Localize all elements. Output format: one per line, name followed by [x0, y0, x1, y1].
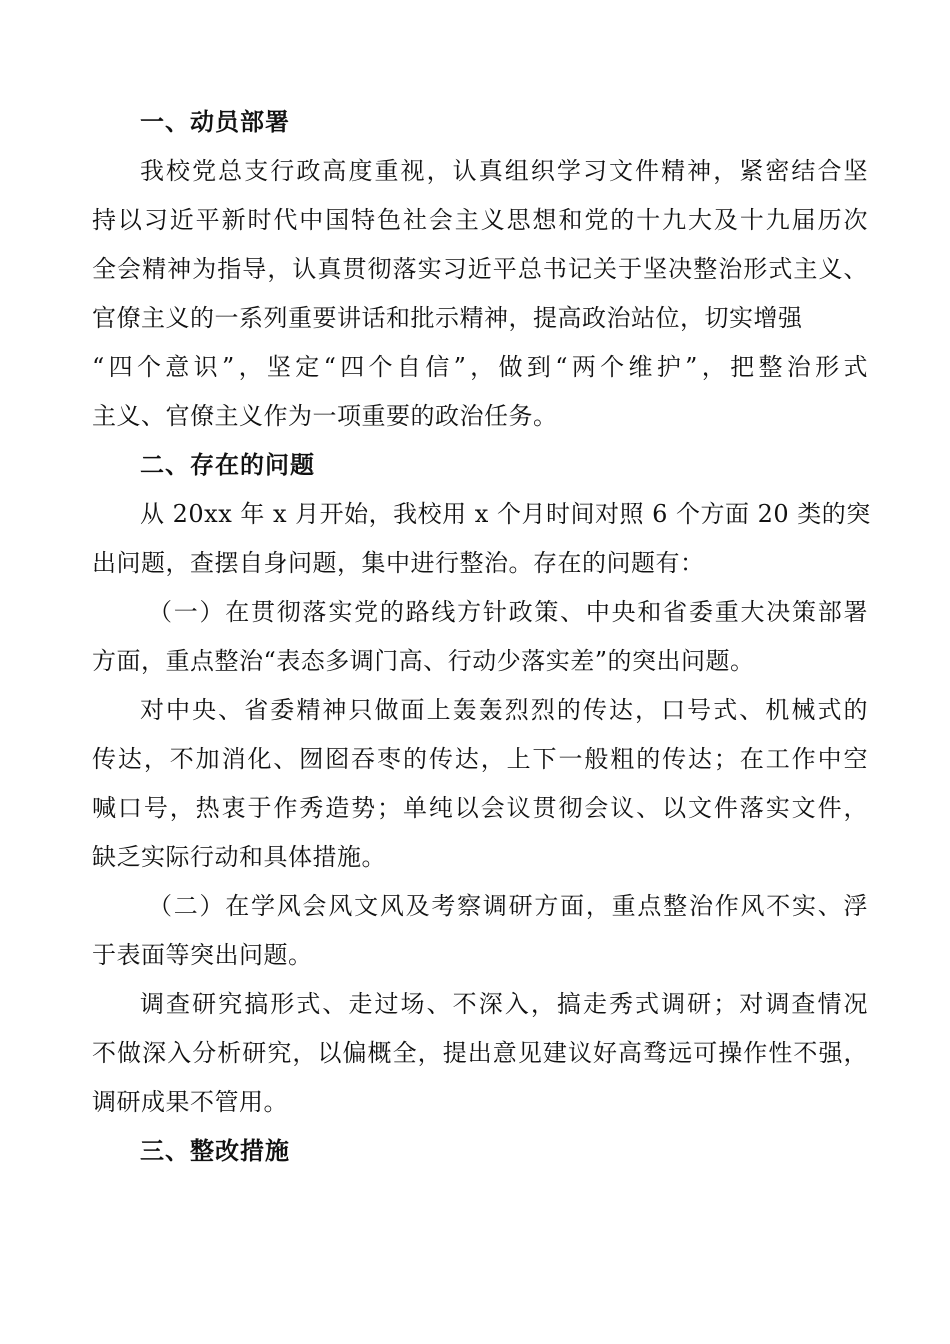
- paragraph-line: 全会精神为指导，认真贯彻落实习近平总书记关于坚决整治形式主义、: [92, 255, 868, 283]
- paragraph-line: 主义、官僚主义作为一项重要的政治任务。: [92, 402, 558, 430]
- document-page: [92, 98, 871, 1176]
- section-heading-problems: 二、存在的问题: [140, 451, 315, 479]
- paragraph-line: 调查研究搞形式、走过场、不深入，搞走秀式调研；对调查情况: [140, 990, 868, 1018]
- paragraph-line: “四个意识”，坚定“四个自信”，做到“两个维护”，把整治形式: [92, 353, 868, 381]
- paragraph-line: 不做深入分析研究，以偏概全，提出意见建议好高骛远可操作性不强，: [92, 1039, 868, 1067]
- subsection-line: 方面，重点整治“表态多调门高、行动少落实差”的突出问题。: [92, 647, 755, 675]
- paragraph-line: 我校党总支行政高度重视，认真组织学习文件精神，紧密结合坚: [140, 157, 868, 185]
- section-heading-mobilization: 一、动员部署: [140, 108, 290, 136]
- paragraph-line: 喊口号，热衷于作秀造势；单纯以会议贯彻会议、以文件落实文件，: [92, 794, 868, 822]
- paragraph-line: 传达，不加消化、囫囵吞枣的传达，上下一般粗的传达；在工作中空: [92, 745, 868, 773]
- paragraph-line: 从 20xx 年 x 月开始，我校用 x 个月时间对照 6 个方面 20 类的突: [140, 500, 871, 528]
- subsection-line: 于表面等突出问题。: [92, 941, 313, 969]
- paragraph-line: 调研成果不管用。: [92, 1088, 288, 1116]
- section-heading-rectification: 三、整改措施: [140, 1137, 290, 1165]
- paragraph-line: 缺乏实际行动和具体措施。: [92, 843, 386, 871]
- paragraph-line: 官僚主义的一系列重要讲话和批示精神，提高政治站位，切实增强: [92, 304, 803, 332]
- paragraph-line: 出问题，查摆自身问题，集中进行整治。存在的问题有：: [92, 549, 705, 577]
- paragraph-line: 持以习近平新时代中国特色社会主义思想和党的十九大及十九届历次: [92, 206, 868, 234]
- paragraph-line: 对中央、省委精神只做面上轰轰烈烈的传达，口号式、机械式的: [140, 696, 868, 724]
- subsection-line: （二）在学风会风文风及考察调研方面，重点整治作风不实、浮: [148, 892, 868, 920]
- subsection-line: （一）在贯彻落实党的路线方针政策、中央和省委重大决策部署: [148, 598, 868, 626]
